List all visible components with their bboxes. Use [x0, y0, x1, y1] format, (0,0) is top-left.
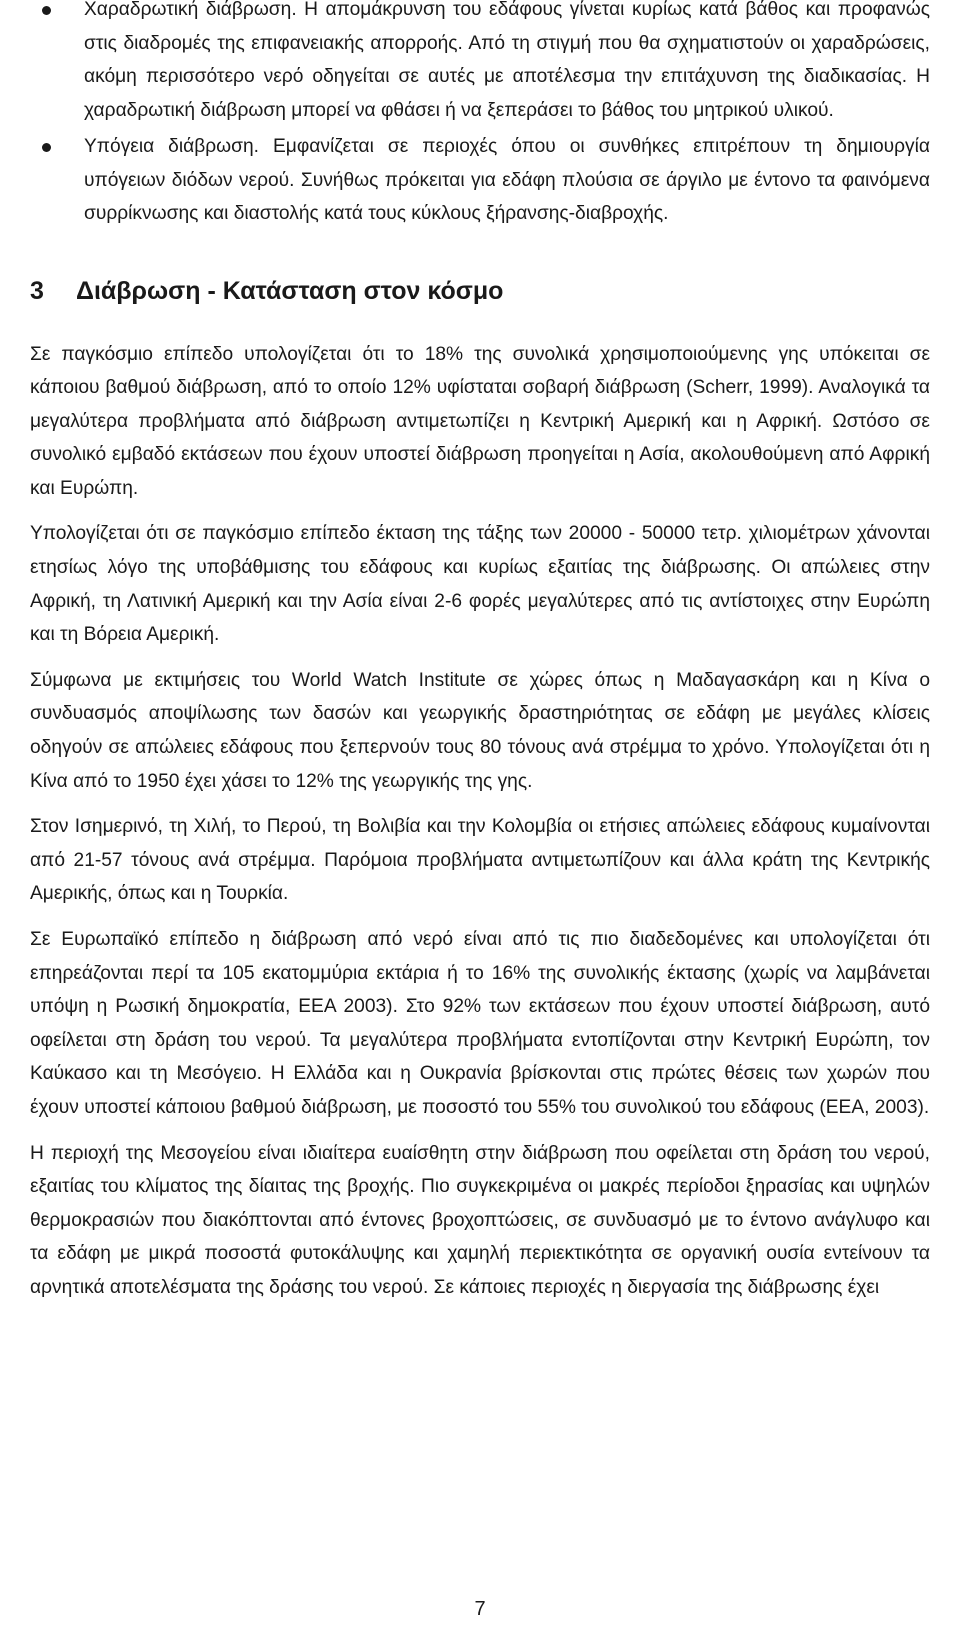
section-title: Διάβρωση - Κατάσταση στον κόσμο — [76, 276, 504, 305]
bullet-icon — [42, 143, 51, 152]
section-number: 3 — [30, 276, 44, 305]
body-paragraph: Η περιοχή της Μεσογείου είναι ιδιαίτερα ευαίσθητη στην διάβρωση που οφείλεται στη δράση του νερού, εξαιτίας του κλίματος της δίαιτας της βροχής. Πιο συγκεκριμένα οι μακρές περίοδοι ξηρασίας και υψηλών θερμοκρασιών που διακόπτονται από έντονες βροχοπτώσεις, σε συνδυασμό με το έντονο ανάγλυφο και τα εδάφη με μικρά ποσοστά φυτοκάλυψης και χαμηλή περιεκτικότητα σε οργανική ουσία εντείνουν τα αρνητικά αποτελέσματα της δράσης του νερού. Σε κάποιες περιοχές η διεργασία της διάβρωσης έχει — [30, 1142, 930, 1298]
body-paragraph: Σε Ευρωπαϊκό επίπεδο η διάβρωση από νερό είναι από τις πιο διαδεδομένες και υπολογίζεται ότι επηρεάζονται περί τα 105 εκατομμύρια εκτάρια ή το 16% της συνολικής έκτασης (χωρίς να λαμβάνεται υπόψη η Ρωσική δημοκρατία, ΕΕΑ 2003). Στο 92% των εκτάσεων που έχουν υποστεί διάβρωση, αυτό οφείλεται στη δράση του νερού. Τα μεγαλύτερα προβλήματα εντοπίζονται στην Κεντρική Ευρώπη, τον Καύκασο και τη Μεσόγειο. Η Ελλάδα και η Ουκρανία βρίσκονται στις πρώτες θέσεις των χωρών που έχουν υποστεί κάποιου βαθμού διάβρωση, με ποσοστό του 55% του συνολικού του εδάφους (ΕΕΑ, 2003). — [30, 929, 930, 1118]
page-number: 7 — [474, 1598, 486, 1620]
body-paragraph: Σε παγκόσμιο επίπεδο υπολογίζεται ότι το 18% της συνολικά χρησιμοποιούμενης γης υπόκειται σε κάποιου βαθμού διάβρωση, από το οποίο 12% υφίσταται σοβαρή διάβρωση (Scherr, 1999). Αναλογικά τα μεγαλύτερα προβλήματα από διάβρωση αντιμετωπίζει η Κεντρική Αμερική και η Αφρική. Ωστόσο σε συνολικό εμβαδό εκτάσεων που έχουν υποστεί διάβρωση προηγείται η Ασία, ακολουθούμενη από Αφρική και Ευρώπη. — [30, 343, 930, 499]
document-page — [30, 0, 930, 1643]
body-paragraph: Υπολογίζεται ότι σε παγκόσμιο επίπεδο έκταση της τάξης των 20000 - 50000 τετρ. χιλιομέτρων χάνονται ετησίως λόγο της υποβάθμισης του εδάφους και κυρίως εξαιτίας της διάβρωσης. Οι απώλειες στην Αφρική, τη Λατινική Αμερική και την Ασία είναι 2-6 φορές μεγαλύτερες από τις αντίστοιχες στην Ευρώπη και τη Βόρεια Αμερική. — [30, 523, 930, 646]
bullet-icon — [42, 6, 51, 15]
body-paragraph: Στον Ισημερινό, τη Χιλή, το Περού, τη Βολιβία και την Κολομβία οι ετήσιες απώλειες εδάφους κυμαίνονται από 21-57 τόνους ανά στρέμμα. Παρόμοια προβλήματα αντιμετωπίζουν και άλλα κράτη της Κεντρικής Αμερικής, όπως και η Τουρκία. — [30, 816, 930, 905]
erosion-types-list — [30, 0, 930, 231]
body-paragraph: Σύμφωνα με εκτιμήσεις του World Watch Institute σε χώρες όπως η Μαδαγασκάρη και η Κίνα ο συνδυασμός αποψίλωσης των δασών και γεωργικής δραστηριότητας σε εδάφη με μεγάλες κλίσεις οδηγούν σε απώλειες εδάφους που ξεπερνούν τους 80 τόνους ανά στρέμμα το χρόνο. Υπολογίζεται ότι η Κίνα από το 1950 έχει χάσει το 12% της γεωργικής της γης. — [30, 669, 930, 792]
list-item-text: Υπόγεια διάβρωση. Εμφανίζεται σε περιοχές όπου οι συνθήκες επιτρέπουν τη δημιουργία υπόγειων διόδων νερού. Συνήθως πρόκειται για εδάφη πλούσια σε άργιλο με έντονο τα φαινόμενα συρρίκνωσης και διαστολής κατά τους κύκλους ξήρανσης-διαβροχής. — [84, 136, 930, 224]
section-heading — [30, 274, 930, 308]
list-item — [30, 0, 930, 127]
list-item — [30, 130, 930, 231]
list-item-text: Χαραδρωτική διάβρωση. Η απομάκρυνση του εδάφους γίνεται κυρίως κατά βάθος και προφανώς στις διαδρομές της επιφανειακής απορροής. Από τη στιγμή που θα σχηματιστούν οι χαραδρώσεις, ακόμη περισσότερο νερό οδηγείται σε αυτές με αποτέλεσμα την επιτάχυνση της διαδικασίας. Η χαραδρωτική διάβρωση μπορεί να φθάσει ή να ξεπεράσει το βάθος του μητρικού υλικού. — [84, 0, 930, 121]
